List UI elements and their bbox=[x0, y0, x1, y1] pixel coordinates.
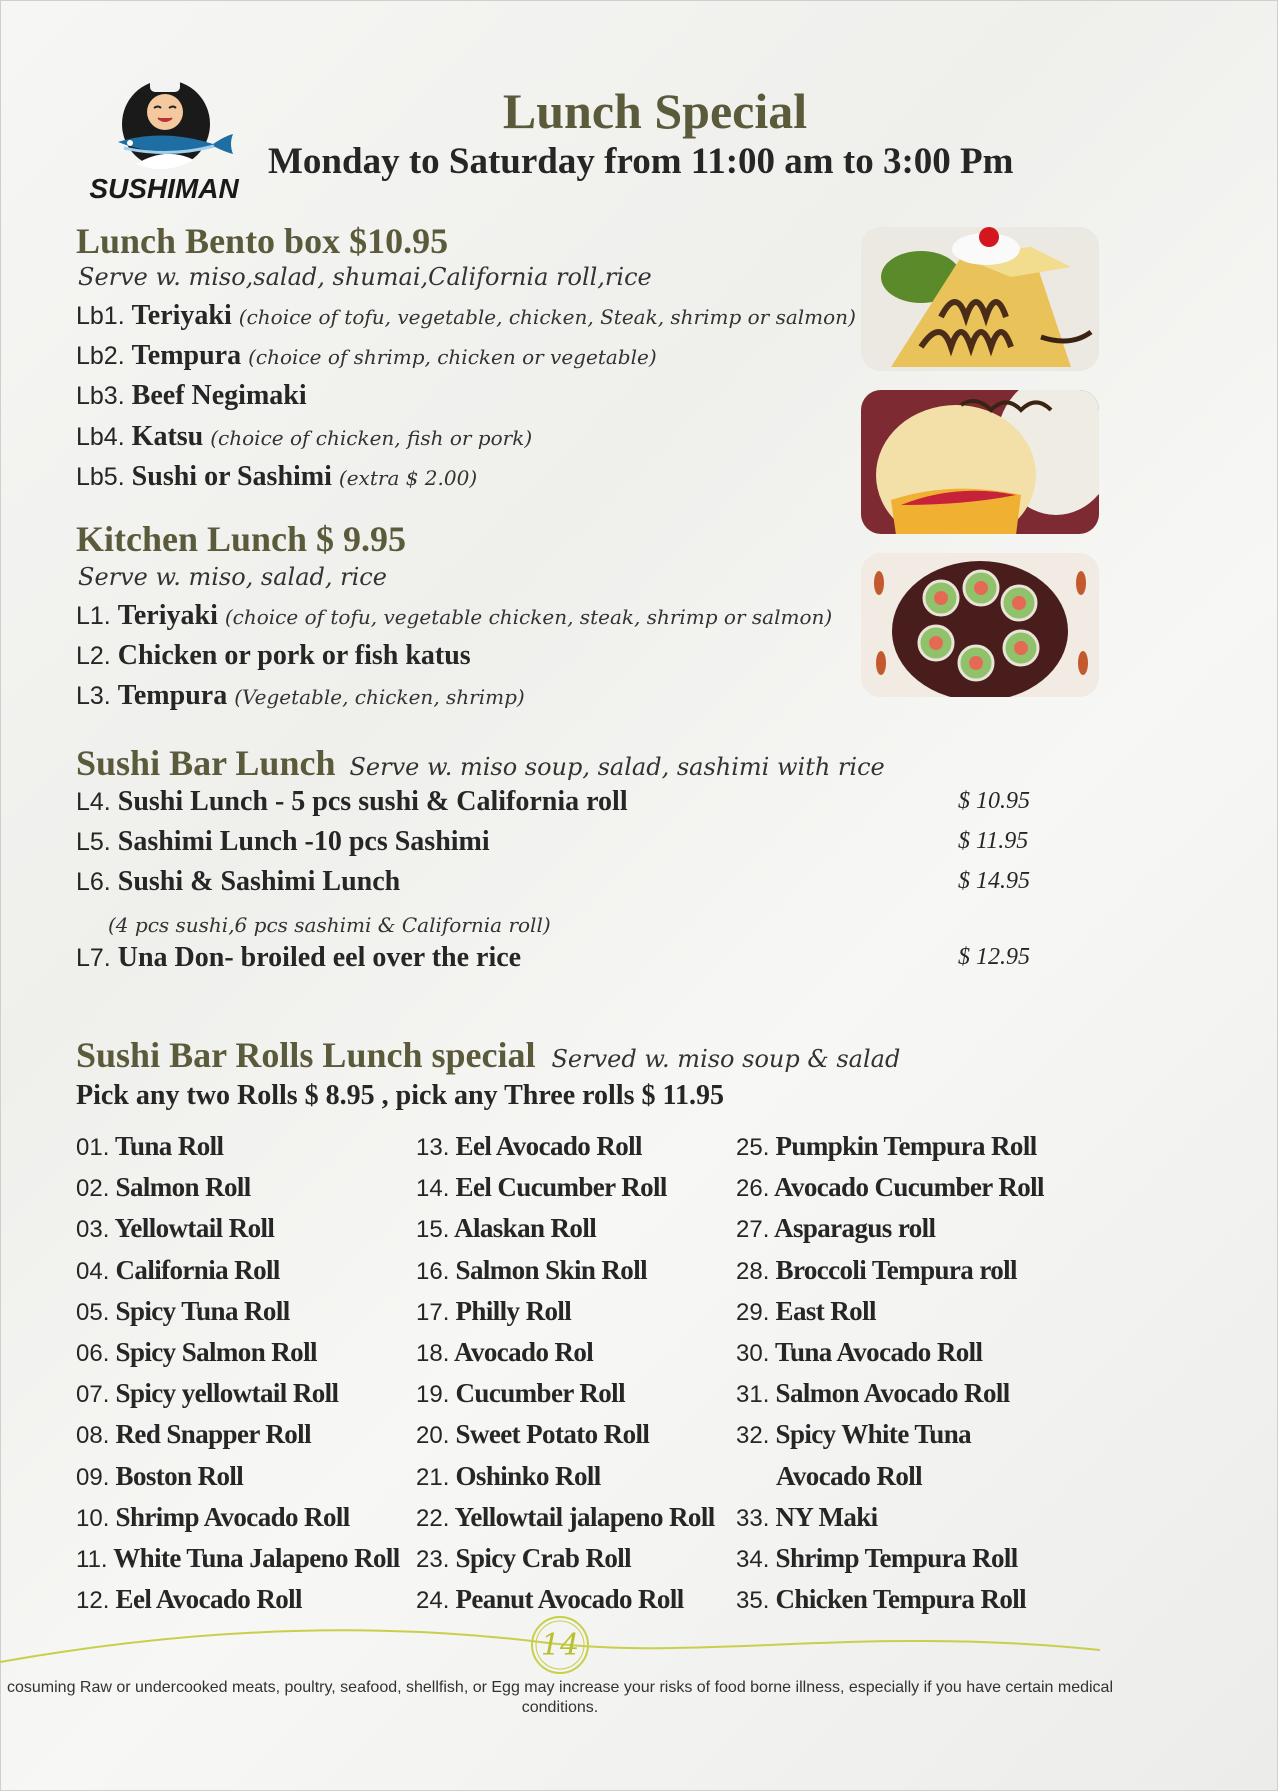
roll-item bbox=[736, 1332, 1044, 1373]
roll-name: Red Snapper Roll bbox=[115, 1419, 311, 1450]
roll-item bbox=[76, 1250, 400, 1291]
roll-number: 33. bbox=[736, 1504, 770, 1532]
rolls-heading: Sushi Bar Rolls Lunch special bbox=[76, 1035, 536, 1075]
roll-number: 20. bbox=[416, 1422, 450, 1450]
roll-name: California Roll bbox=[115, 1254, 280, 1285]
item-code: L2. bbox=[76, 642, 111, 670]
rolls-heading-row bbox=[76, 1034, 900, 1076]
price-l7: $ 12.95 bbox=[958, 944, 1030, 970]
item-name: Sushi & Sashimi Lunch bbox=[117, 866, 401, 897]
sushi-roll-photo bbox=[861, 553, 1099, 697]
roll-item bbox=[416, 1167, 715, 1208]
item-desc: (choice of shrimp, chicken or vegetable) bbox=[248, 345, 657, 369]
roll-name: NY Maki bbox=[775, 1501, 878, 1532]
roll-number: 28. bbox=[736, 1257, 770, 1285]
item-name: Beef Negimaki bbox=[131, 380, 307, 411]
roll-item bbox=[76, 1291, 400, 1332]
roll-name: Boston Roll bbox=[115, 1460, 244, 1491]
roll-item bbox=[416, 1497, 715, 1538]
kitchen-heading: Kitchen Lunch $ 9.95 bbox=[76, 519, 407, 559]
item-name: Tempura bbox=[117, 680, 228, 711]
roll-item bbox=[416, 1373, 715, 1414]
roll-item bbox=[736, 1291, 1044, 1332]
roll-number: 21. bbox=[416, 1463, 450, 1491]
roll-number: 32. bbox=[736, 1422, 770, 1450]
menu-item-lb2 bbox=[76, 340, 657, 372]
roll-number: 23. bbox=[416, 1545, 450, 1573]
item-code: L4. bbox=[76, 788, 111, 816]
item-code: L6. bbox=[76, 868, 111, 896]
roll-item bbox=[416, 1250, 715, 1291]
roll-number: 13. bbox=[416, 1134, 450, 1161]
sushibar-note: Serve w. miso soup, salad, sashimi with rice bbox=[349, 753, 885, 781]
item-desc: (choice of tofu, vegetable, chicken, Steak, shrimp or salmon) bbox=[238, 305, 856, 329]
roll-number: 04. bbox=[76, 1257, 110, 1285]
item-code: Lb2. bbox=[76, 342, 125, 370]
roll-name: Yellowtail jalapeno Roll bbox=[454, 1501, 715, 1532]
sushibar-heading: Sushi Bar Lunch bbox=[76, 743, 336, 783]
logo-text: SUSHIMAN bbox=[89, 173, 239, 204]
roll-number: 12. bbox=[76, 1587, 110, 1615]
roll-name: Alaskan Roll bbox=[454, 1213, 597, 1244]
item-desc: (4 pcs sushi,6 pcs sashimi & California roll) bbox=[108, 913, 551, 937]
roll-item bbox=[736, 1126, 1044, 1167]
roll-name: Eel Avocado Roll bbox=[115, 1584, 302, 1615]
menu-item-l2 bbox=[76, 640, 471, 672]
roll-name: Salmon Skin Roll bbox=[455, 1254, 648, 1285]
roll-number: 06. bbox=[76, 1339, 110, 1367]
roll-name: White Tuna Jalapeno Roll bbox=[113, 1542, 400, 1573]
menu-item-lb4 bbox=[76, 421, 532, 453]
item-name: Katsu bbox=[131, 421, 204, 452]
roll-item bbox=[416, 1126, 715, 1167]
roll-item bbox=[416, 1208, 715, 1249]
roll-number: 34. bbox=[736, 1545, 770, 1573]
bento-heading: Lunch Bento box $10.95 bbox=[76, 221, 449, 261]
roll-name: Sweet Potato Roll bbox=[455, 1419, 650, 1450]
roll-item bbox=[736, 1167, 1044, 1208]
roll-number: 09. bbox=[76, 1463, 110, 1491]
roll-item bbox=[416, 1538, 715, 1579]
roll-name: Tuna Avocado Roll bbox=[775, 1336, 983, 1367]
roll-item bbox=[736, 1538, 1044, 1579]
menu-item-l7 bbox=[76, 942, 521, 974]
menu-item-l4 bbox=[76, 786, 628, 818]
roll-name: Asparagus roll bbox=[774, 1213, 936, 1244]
roll-name: Avocado Rol bbox=[454, 1336, 594, 1367]
item-code: Lb1. bbox=[76, 302, 125, 330]
roll-number: 17. bbox=[416, 1298, 450, 1326]
roll-name: Avocado Roll bbox=[776, 1460, 923, 1491]
ice-cream-photo bbox=[861, 390, 1099, 534]
roll-name: Yellowtail Roll bbox=[114, 1213, 275, 1244]
roll-number: 01. bbox=[76, 1134, 110, 1161]
roll-number: 30. bbox=[736, 1339, 770, 1367]
roll-item bbox=[736, 1497, 1044, 1538]
roll-item bbox=[76, 1208, 400, 1249]
roll-name: Tuna Roll bbox=[115, 1131, 224, 1161]
roll-name: Salmon Avocado Roll bbox=[775, 1378, 1010, 1409]
item-desc: (extra $ 2.00) bbox=[338, 466, 478, 490]
roll-name: Spicy Tuna Roll bbox=[115, 1295, 290, 1326]
roll-name: Salmon Roll bbox=[115, 1172, 251, 1203]
bento-note: Serve w. miso,salad, shumai,California roll,rice bbox=[78, 263, 652, 291]
roll-name: East Roll bbox=[775, 1295, 876, 1326]
roll-name: Philly Roll bbox=[455, 1295, 572, 1326]
price-l4: $ 10.95 bbox=[958, 788, 1030, 814]
roll-number: 08. bbox=[76, 1422, 110, 1450]
menu-item-lb3 bbox=[76, 380, 307, 412]
price-l6: $ 14.95 bbox=[958, 868, 1030, 894]
item-desc: (choice of tofu, vegetable chicken, steak, shrimp or salmon) bbox=[224, 605, 833, 629]
roll-number: 10. bbox=[76, 1504, 110, 1532]
health-disclaimer: cosuming Raw or undercooked meats, poultry, seafood, shellfish, or Egg may increase your risks of food borne illness, especially if you have certain medical conditions. bbox=[6, 1679, 1114, 1716]
roll-item bbox=[76, 1456, 400, 1497]
roll-item bbox=[416, 1456, 715, 1497]
roll-number: 26. bbox=[736, 1175, 770, 1203]
roll-name: Shrimp Avocado Roll bbox=[115, 1501, 350, 1532]
roll-number: 25. bbox=[736, 1134, 770, 1161]
roll-name: Pumpkin Tempura Roll bbox=[775, 1131, 1037, 1161]
roll-number: 16. bbox=[416, 1257, 450, 1285]
roll-name: Avocado Cucumber Roll bbox=[774, 1172, 1044, 1203]
roll-item bbox=[736, 1414, 1044, 1455]
roll-item bbox=[76, 1538, 400, 1579]
item-code: L5. bbox=[76, 828, 111, 856]
roll-item bbox=[416, 1332, 715, 1373]
item-name: Teriyaki bbox=[131, 300, 232, 331]
l6-note bbox=[108, 908, 551, 940]
rolls-column-3 bbox=[736, 1126, 1044, 1620]
item-name: Una Don- broiled eel over the rice bbox=[117, 942, 522, 973]
roll-number: 07. bbox=[76, 1381, 110, 1409]
roll-name: Peanut Avocado Roll bbox=[455, 1584, 684, 1615]
item-name: Tempura bbox=[131, 340, 242, 371]
roll-number: 35. bbox=[736, 1587, 770, 1615]
roll-item bbox=[76, 1167, 400, 1208]
roll-name: Oshinko Roll bbox=[455, 1460, 601, 1491]
roll-item bbox=[736, 1456, 1044, 1497]
roll-number: 31. bbox=[736, 1381, 770, 1409]
item-code: L7. bbox=[76, 944, 111, 972]
item-desc: (Vegetable, chicken, shrimp) bbox=[234, 685, 525, 709]
roll-item bbox=[736, 1208, 1044, 1249]
menu-item-l1 bbox=[76, 600, 832, 632]
menu-item-l5 bbox=[76, 826, 490, 858]
roll-item bbox=[76, 1414, 400, 1455]
roll-name: Eel Cucumber Roll bbox=[455, 1172, 667, 1203]
roll-name: Broccoli Tempura roll bbox=[775, 1254, 1017, 1285]
roll-item bbox=[736, 1373, 1044, 1414]
item-name: Sashimi Lunch -10 pcs Sashimi bbox=[117, 826, 490, 857]
rolls-pricing: Pick any two Rolls $ 8.95 , pick any Three rolls $ 11.95 bbox=[76, 1080, 724, 1111]
item-code: Lb4. bbox=[76, 423, 125, 451]
item-name: Teriyaki bbox=[117, 600, 218, 631]
roll-name: Spicy Crab Roll bbox=[455, 1542, 632, 1573]
price-l5: $ 11.95 bbox=[958, 828, 1029, 854]
rolls-column-1 bbox=[76, 1126, 400, 1620]
roll-number: 14. bbox=[416, 1175, 450, 1203]
item-name: Chicken or pork or fish katus bbox=[117, 640, 471, 671]
item-code: Lb3. bbox=[76, 382, 125, 410]
roll-name: Spicy Salmon Roll bbox=[115, 1336, 317, 1367]
roll-number: 18. bbox=[416, 1339, 450, 1367]
roll-item bbox=[76, 1497, 400, 1538]
item-code: L1. bbox=[76, 602, 111, 630]
rolls-note: Served w. miso soup & salad bbox=[551, 1045, 901, 1073]
roll-item bbox=[76, 1373, 400, 1414]
roll-item bbox=[416, 1291, 715, 1332]
item-name: Sushi Lunch - 5 pcs sushi & California roll bbox=[117, 786, 628, 817]
dessert-cake-photo bbox=[861, 227, 1099, 371]
item-code: L3. bbox=[76, 682, 111, 710]
item-code: Lb5. bbox=[76, 463, 125, 491]
menu-item-lb1 bbox=[76, 300, 856, 332]
roll-name: Chicken Tempura Roll bbox=[775, 1584, 1027, 1615]
roll-name: Spicy yellowtail Roll bbox=[115, 1378, 339, 1409]
roll-name: Spicy White Tuna bbox=[775, 1419, 972, 1450]
roll-name: Eel Avocado Roll bbox=[455, 1131, 642, 1161]
rolls-column-2 bbox=[416, 1126, 715, 1620]
roll-number: 19. bbox=[416, 1381, 450, 1409]
roll-number: 03. bbox=[76, 1216, 110, 1244]
menu-item-lb5 bbox=[76, 461, 477, 493]
roll-item bbox=[76, 1126, 400, 1167]
roll-item bbox=[76, 1332, 400, 1373]
roll-number: 29. bbox=[736, 1298, 770, 1326]
roll-number: 22. bbox=[416, 1504, 450, 1532]
page-title: Lunch Special bbox=[502, 83, 808, 139]
roll-number: 05. bbox=[76, 1298, 110, 1326]
roll-item bbox=[416, 1414, 715, 1455]
roll-name: Cucumber Roll bbox=[455, 1378, 625, 1409]
menu-item-l6 bbox=[76, 866, 400, 898]
item-name: Sushi or Sashimi bbox=[131, 461, 332, 492]
menu-item-l3 bbox=[76, 680, 525, 712]
roll-number: 27. bbox=[736, 1216, 770, 1244]
sushibar-heading-row bbox=[76, 742, 885, 784]
roll-number: 15. bbox=[416, 1216, 450, 1244]
page-number: 14 bbox=[540, 1628, 580, 1663]
kitchen-note: Serve w. miso, salad, rice bbox=[78, 563, 387, 591]
roll-number: 02. bbox=[76, 1175, 110, 1203]
roll-number: 24. bbox=[416, 1587, 450, 1615]
roll-name: Shrimp Tempura Roll bbox=[775, 1542, 1018, 1573]
item-desc: (choice of chicken, fish or pork) bbox=[210, 426, 533, 450]
hours-subtitle: Monday to Saturday from 11:00 am to 3:00 Pm bbox=[268, 141, 1014, 182]
roll-item bbox=[736, 1250, 1044, 1291]
roll-number: 11. bbox=[76, 1545, 108, 1573]
